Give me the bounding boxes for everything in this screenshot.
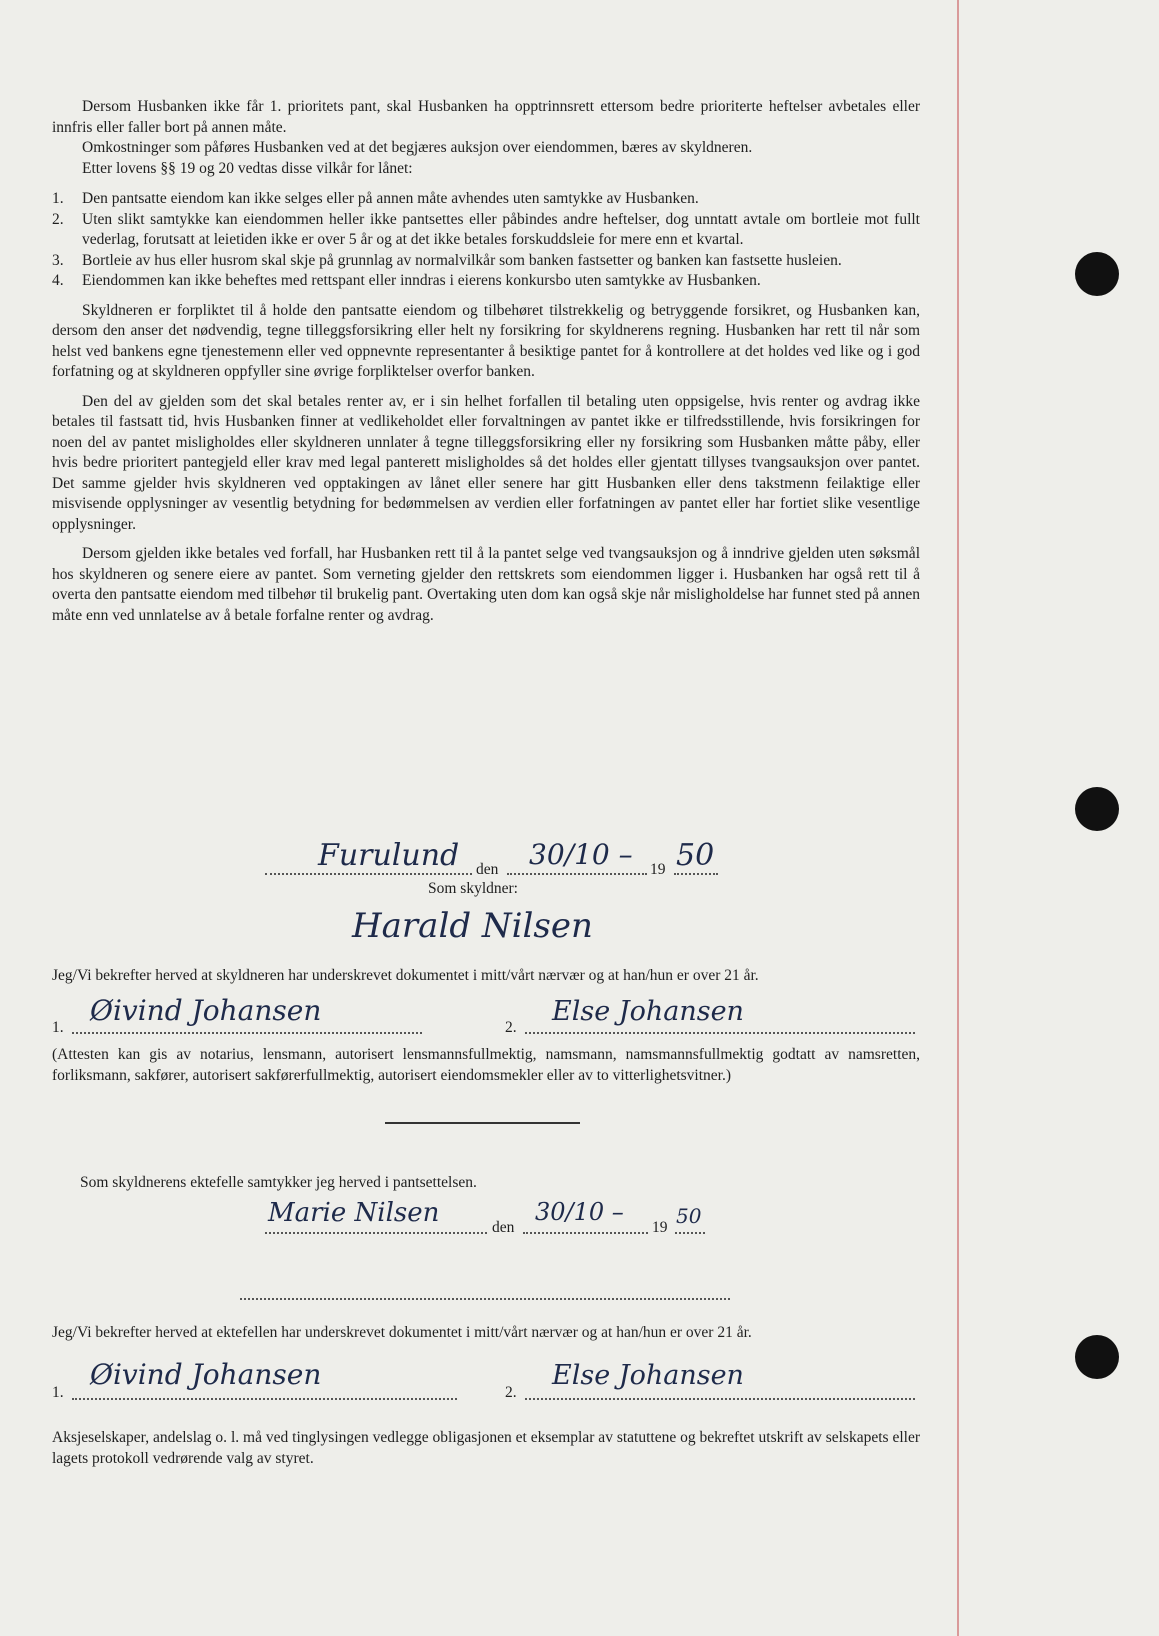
debtor-label: Som skyldner: bbox=[428, 880, 518, 897]
witness-signature-1: Øivind Johansen bbox=[90, 1358, 322, 1391]
spouse-year-prefix: 19 bbox=[652, 1219, 668, 1236]
date-handwritten: 30/10 – bbox=[529, 838, 633, 871]
paragraph-costs: Omkostninger som påføres Husbanken ved at det begjæres auksjon over eiendommen, bæres av skyldneren. bbox=[82, 139, 753, 156]
spouse-date-line bbox=[523, 1232, 648, 1234]
witness-number-2: 2. bbox=[505, 1019, 517, 1036]
witness-signature-2: Else Johansen bbox=[552, 1360, 744, 1391]
punch-hole bbox=[1075, 1335, 1119, 1379]
list-item: 1. Den pantsatte eiendom kan ikke selges eller på annen måte avhendes uten samtykke av Husbanken. bbox=[52, 190, 699, 207]
spouse-consent: Som skyldnerens ektefelle samtykker jeg herved i pantsettelsen. bbox=[80, 1174, 477, 1191]
paragraph-enforcement: Dersom gjelden ikke betales ved forfall, har Husbanken rett til å la pantet selge ved tvangsauksjon og å inndrive gjelden uten søksmål hos skyldneren og senere eiere av pantet. Som verneting gjelder den rettskrets som eiendommen ligger i. Husbanken har også rett til å overta den pantsatte eiendom med tilbehør til brukelig pant. Overtaking uten dom kan også skje når misligholdelse har funnet sted på annen måte enn ved unnlatelse av å betale forfalne renter og avdrag. bbox=[52, 545, 920, 624]
attestation-note: (Attesten kan gis av notarius, lensmann, autorisert lensmannsfullmektig, namsmann, namsmannsfullmektig godtatt av namsretten, forliksmann, sakfører, autorisert sakførerfullmektig, autorisert eiendomsmekler eller av to vitterlighetsvitner.) bbox=[52, 1046, 920, 1084]
spouse-signature-line bbox=[265, 1232, 487, 1234]
paragraph-priority: Dersom Husbanken ikke får 1. prioritets pant, skal Husbanken ha opptrinnsrett ettersom bedre prioriterte heftelser avbetales eller innfris eller faller bort på annen måte. bbox=[52, 98, 920, 136]
place-handwritten: Furulund bbox=[318, 838, 460, 873]
witness-number-1: 1. bbox=[52, 1384, 64, 1401]
date-line bbox=[507, 873, 647, 875]
punch-hole bbox=[1075, 252, 1119, 296]
margin-line bbox=[957, 0, 959, 1636]
witness-signature-1: Øivind Johansen bbox=[90, 994, 322, 1027]
den-label: den bbox=[476, 861, 499, 878]
list-item: 2. Uten slikt samtykke kan eiendommen heller ikke pantsettes eller påbindes andre heftelser, dog unntatt avtale om bortleie mot fullt vederlag, forutsatt at leietiden ikke er over 5 år og at det ikke betales forskuddsleie for mere enn et kvartal. bbox=[52, 210, 920, 248]
witness-line-2 bbox=[525, 1032, 915, 1034]
debtor-signature: Harald Nilsen bbox=[352, 906, 593, 946]
year-line bbox=[674, 873, 718, 875]
year-handwritten: 50 bbox=[676, 838, 715, 873]
witness-number-2: 2. bbox=[505, 1384, 517, 1401]
loan-terms bbox=[52, 97, 920, 626]
year-prefix: 19 bbox=[650, 861, 666, 878]
spouse-year-handwritten: 50 bbox=[676, 1204, 702, 1228]
witness-line-1 bbox=[72, 1398, 457, 1400]
paragraph-insurance: Skyldneren er forpliktet til å holde den pantsatte eiendom og tilbehøret tilstrekkelig og betryggende forsikret, og Husbanken kan, dersom den anser det nødvendig, tegne tilleggsforsikring eller helt ny forsikring for skyldnerens regning. Husbanken har rett til når som helst ved bankens egne tjenestemenn eller ved oppnevnte representanter å besiktige pantet for å kontrollere at det holdes ved like og i god forfatning og at skyldneren oppfyller sine øvrige forpliktelser overfor banken. bbox=[52, 301, 920, 380]
divider bbox=[385, 1122, 580, 1124]
paragraph-conditions-intro: Etter lovens §§ 19 og 20 vedtas disse vilkår for lånet: bbox=[82, 159, 413, 177]
spouse-year-line bbox=[675, 1232, 705, 1234]
list-item: 3. Bortleie av hus eller husrom skal skje på grunnlag av normalvilkår som banken fastsetter og banken kan fastsette husleien. bbox=[52, 251, 842, 269]
blank-line bbox=[240, 1298, 730, 1300]
place-line bbox=[265, 873, 472, 875]
witness-statement-2: Jeg/Vi bekrefter herved at ektefellen har underskrevet dokumentet i mitt/vårt nærvær og at han/hun er over 21 år. bbox=[52, 1324, 752, 1341]
footer-note: Aksjeselskaper, andelslag o. l. må ved tinglysingen vedlegge obligasjonen et eksemplar av statuttene og bekreftet utskrift av selskapets eller lagets protokoll vedrørende valg av styret. bbox=[52, 1429, 920, 1467]
spouse-date-handwritten: 30/10 – bbox=[535, 1198, 624, 1226]
witness-statement-1: Jeg/Vi bekrefter herved at skyldneren har underskrevet dokumentet i mitt/vårt nærvær og at han/hun er over 21 år. bbox=[52, 967, 759, 984]
witness-number-1: 1. bbox=[52, 1019, 64, 1036]
spouse-signature: Marie Nilsen bbox=[268, 1198, 440, 1228]
spouse-den-label: den bbox=[492, 1219, 515, 1236]
conditions-list bbox=[52, 189, 920, 292]
witness-signature-2: Else Johansen bbox=[552, 996, 744, 1027]
list-item: 4. Eiendommen kan ikke beheftes med rettspant eller inndras i eierens konkursbo uten samtykke av Husbanken. bbox=[52, 272, 761, 289]
witness-line-2 bbox=[525, 1398, 915, 1400]
paragraph-default: Den del av gjelden som det skal betales renter av, er i sin helhet forfallen til betaling uten oppsigelse, hvis renter og avdrag ikke betales til fastsatt tid, hvis Husbanken finner at vedlikeholdet eller forvaltningen av pantet ikke er tilfredsstillende, hvis forsikringen for noen del av pantet misligholdes eller skyldneren unnlater å tegne tilleggsforsikring eller ny forsikring som Husbanken måtte påby, eller hvis bedre prioritert pantegjeld eller krav med legal panterett misligholdes så det holdes eller gjentatt tillyses tvangsauksjon over pantet. Det samme gjelder hvis skyldneren ved opptakingen av lånet eller senere har gitt Husbanken eller dens takstmenn feilaktige eller misvisende opplysninger av vesentlig betydning for bedømmelsen av verdien eller forfatningen av pantet eller har fortiet slike vesentlige opplysninger. bbox=[52, 392, 920, 533]
witness-line-1 bbox=[72, 1032, 422, 1034]
punch-hole bbox=[1075, 787, 1119, 831]
